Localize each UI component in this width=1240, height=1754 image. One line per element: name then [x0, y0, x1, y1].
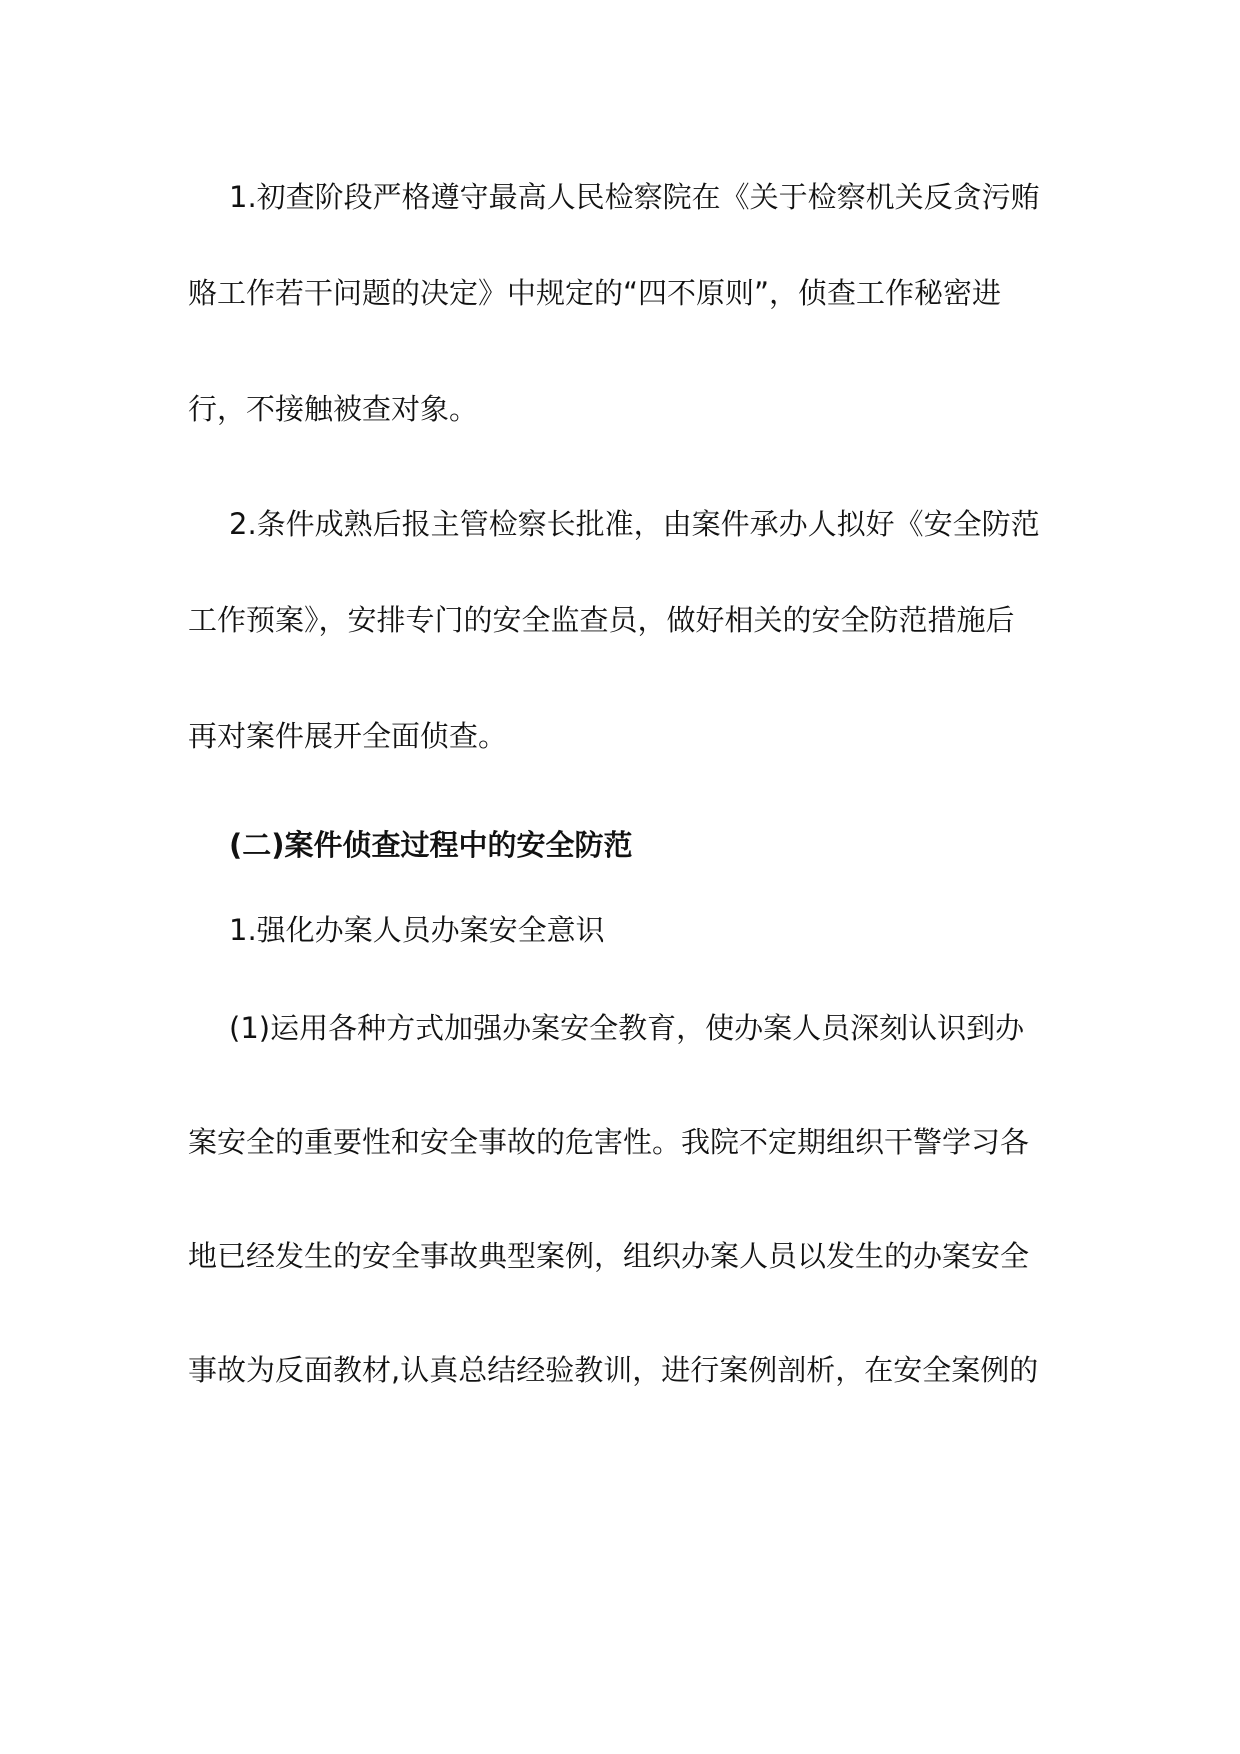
paragraph-3-line-1: (1)运用各种方式加强办案安全教育，使办案人员深刻认识到办 [229, 1011, 1025, 1045]
paragraph-3-line-2: 案安全的重要性和安全事故的危害性。我院不定期组织干警学习各 [188, 1125, 1030, 1159]
paragraph-1-line-2: 赂工作若干问题的决定》中规定的“四不原则”，侦查工作秘密进 [188, 276, 1002, 310]
section-heading: (二)案件侦查过程中的安全防范 [229, 828, 633, 862]
paragraph-2-line-1: 2.条件成熟后报主管检察长批准，由案件承办人拟好《安全防范 [229, 507, 1040, 541]
paragraph-3-line-4: 事故为反面教材,认真总结经验教训，进行案例剖析，在安全案例的 [188, 1353, 1039, 1387]
subsection-heading: 1.强化办案人员办案安全意识 [229, 913, 605, 947]
paragraph-3-line-3: 地已经发生的安全事故典型案例，组织办案人员以发生的办案安全 [188, 1239, 1030, 1273]
paragraph-1-line-3: 行，不接触被查对象。 [188, 392, 479, 426]
paragraph-1-line-1: 1.初查阶段严格遵守最高人民检察院在《关于检察机关反贪污贿 [229, 180, 1040, 214]
paragraph-2-line-2: 工作预案》，安排专门的安全监查员，做好相关的安全防范措施后 [188, 603, 1015, 637]
paragraph-2-line-3: 再对案件展开全面侦查。 [188, 719, 508, 753]
